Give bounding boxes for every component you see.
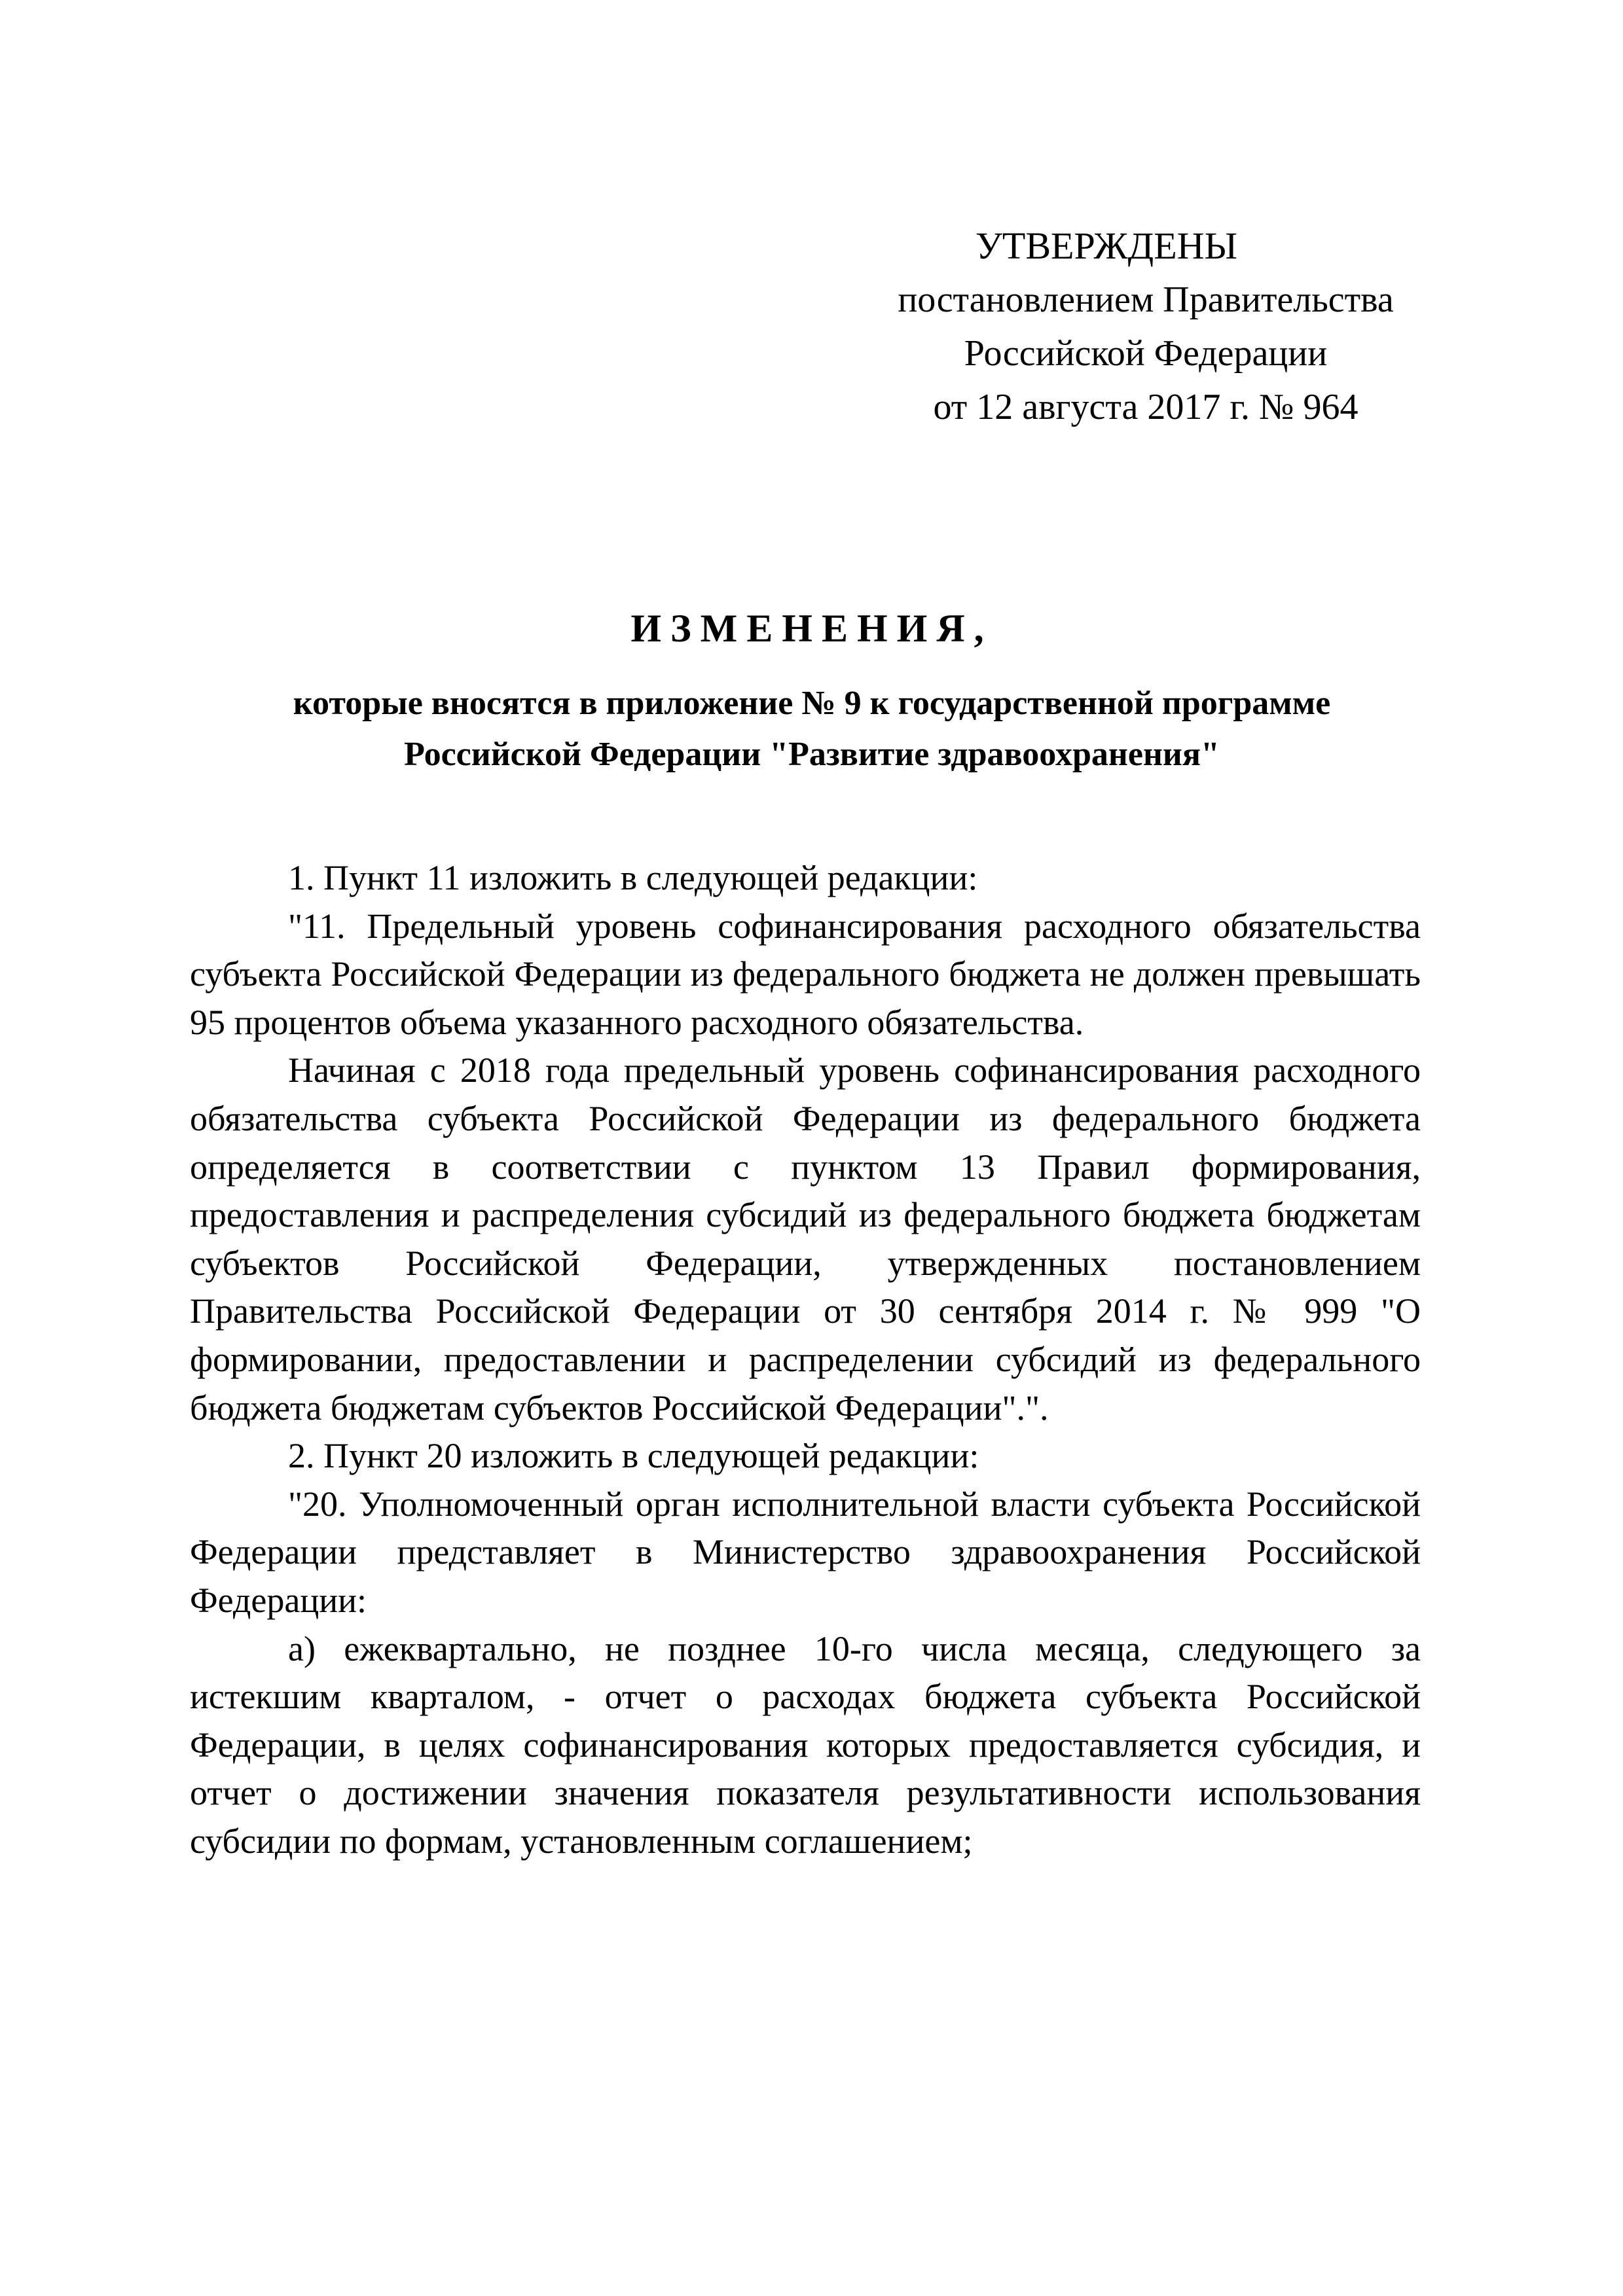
approval-line-1: постановлением Правительства bbox=[898, 279, 1394, 320]
subtitle-line-2: Российской Федерации "Развитие здравоохранения" bbox=[404, 736, 1220, 773]
paragraph-6: а) ежеквартально, не позднее 10-го числа месяца, следующего за истекшим кварталом, - отчет о расходах бюджета субъекта Российской Федерации, в целях софинансирования которых предоставляется субсидия, и отчет о достижении значения показателя результативности использования субсидии по формам, установленным соглашением; bbox=[190, 1628, 1421, 1861]
approval-heading: УТВЕРЖДЕНЫ bbox=[975, 224, 1238, 267]
document-title-block bbox=[183, 602, 1440, 780]
paragraph-2: "11. Предельный уровень софинансирования расходного обязательства субъекта Российской Федерации из федерального бюджета не должен превышать 95 процентов объема указанного расходного обязательства. bbox=[190, 906, 1421, 1042]
approval-line-2: Российской Федерации bbox=[964, 333, 1328, 374]
approval-line-3: от 12 августа 2017 г. № 964 bbox=[933, 387, 1359, 427]
paragraph-1: 1. Пункт 11 изложить в следующей редакции: bbox=[288, 858, 978, 897]
paragraph-5: "20. Уполномоченный орган исполнительной власти субъекта Российской Федерации представляет в Министерство здравоохранения Российской Федерации: bbox=[190, 1484, 1421, 1620]
document-body bbox=[190, 854, 1421, 1865]
paragraph-3: Начиная с 2018 года предельный уровень софинансирования расходного обязательства субъекта Российской Федерации из федерального бюджета определяется в соответствии с пунктом 13 Правил формирования, предоставления и распределения субсидий из федерального бюджета бюджетам субъектов Российской Федерации, утвержденных постановлением Правительства Российской Федерации от 30 сентября 2014 г. № 999 "О формировании, предоставлении и распределении субсидий из федерального бюджета бюджетам субъектов Российской Федерации".". bbox=[190, 1050, 1421, 1427]
document-title: ИЗМЕНЕНИЯ, bbox=[630, 607, 993, 650]
document-subtitle bbox=[183, 678, 1440, 780]
approval-stamp-block bbox=[851, 219, 1440, 434]
paragraph-4: 2. Пункт 20 изложить в следующей редакции: bbox=[288, 1436, 979, 1476]
subtitle-line-1: которые вносятся в приложение № 9 к государственной программе bbox=[293, 685, 1331, 722]
